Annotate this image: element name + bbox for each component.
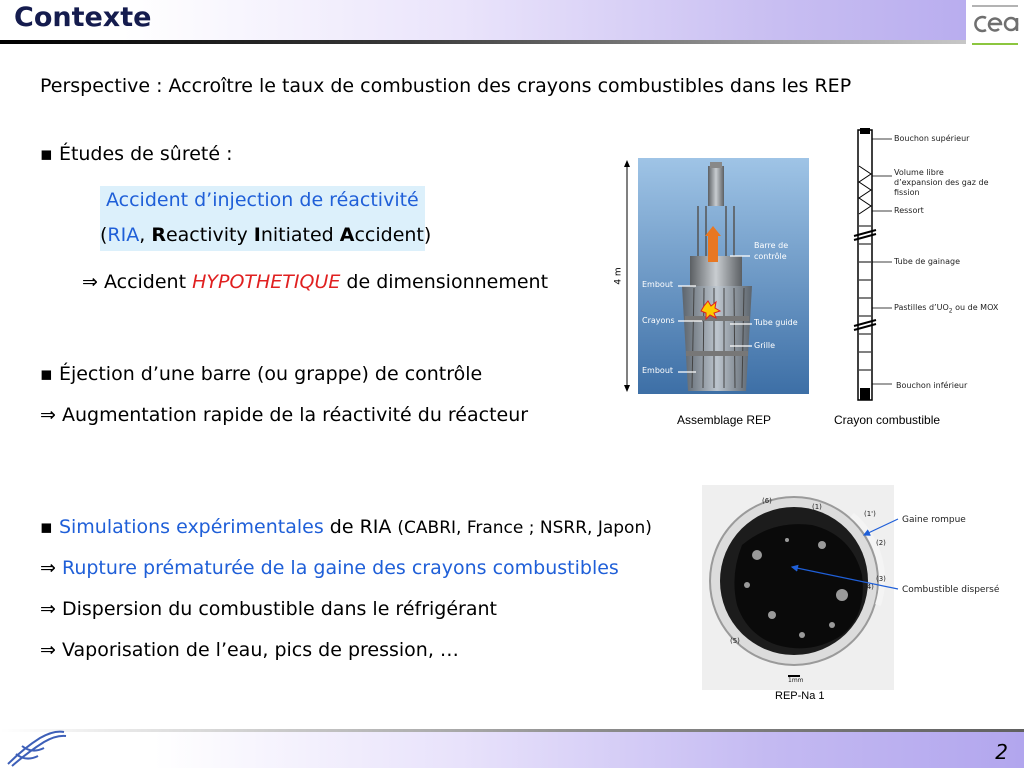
rupture-text: Rupture prématurée de la gaine des crayons combustibles	[61, 557, 619, 579]
institution-logo-graphic	[4, 728, 70, 768]
arrow-icon: ⇒	[40, 404, 56, 426]
label-bouchon-inf: Bouchon inférieur	[896, 381, 968, 390]
label-pastilles	[894, 303, 998, 315]
ria-abbr: RIA	[107, 224, 140, 246]
label-gaine-rompue: Gaine rompue	[902, 515, 966, 525]
rod-caption: Crayon combustible	[834, 413, 941, 427]
hyp-post: de dimensionnement	[340, 271, 549, 293]
label-combustible-disperse: Combustible dispersé	[902, 585, 1000, 595]
perspective-text: Perspective : Accroître le taux de combustion des crayons combustibles dans les REP	[40, 75, 852, 97]
label-barre: Barre de contrôle	[754, 241, 789, 261]
pastilles-post: ou de MOX	[952, 303, 999, 312]
hyp-word: HYPOTHETIQUE	[192, 271, 341, 293]
hypothetical-line	[82, 271, 548, 293]
cea-logo-graphic	[966, 0, 1024, 52]
vaporisation-line	[40, 639, 459, 661]
fuel-rod-figure	[840, 126, 999, 406]
ria-sep: ,	[139, 224, 152, 246]
simulations-de-ria: de RIA	[323, 516, 398, 538]
slide-title: Contexte	[14, 2, 152, 33]
hyp-pre: Accident	[103, 271, 193, 293]
dispersion-text: Dispersion du combustible dans le réfrigérant	[61, 598, 497, 620]
ria-open: (	[100, 224, 108, 246]
ejection-text: Éjection d’une barre (ou grappe) de contrôle	[58, 363, 483, 385]
header-rule	[0, 40, 1024, 44]
label-grille: Grille	[754, 341, 776, 350]
pastilles-pre: Pastilles d’UO	[894, 303, 949, 312]
arrow-icon: ⇒	[40, 598, 56, 620]
ria-i: I	[253, 224, 261, 246]
simulations-label: Simulations expérimentales	[58, 516, 324, 538]
pastilles-sub: 2	[948, 307, 953, 315]
mark-2: (2)	[876, 539, 886, 547]
photo-caption: REP-Na 1	[775, 690, 825, 702]
label-embout-bottom: Embout	[642, 366, 674, 375]
reactivity-line	[40, 404, 528, 426]
ria-definition	[100, 224, 431, 246]
scale-mark: 1mm	[788, 677, 804, 684]
mark-4: (4)	[864, 583, 874, 591]
arrow-icon: ⇒	[40, 639, 56, 661]
label-crayons: Crayons	[642, 316, 675, 325]
label-bouchon-sup: Bouchon supérieur	[894, 134, 970, 143]
bullet: ▪	[40, 363, 53, 385]
assembly-caption: Assemblage REP	[677, 413, 772, 427]
mark-6: (6)	[762, 497, 772, 505]
photo-callout-arrows	[780, 505, 905, 605]
mark-3: (3)	[876, 575, 886, 583]
ria-r: R	[151, 224, 166, 246]
cea-logo	[966, 0, 1024, 52]
mark-1: (1)	[812, 503, 822, 511]
label-ressort: Ressort	[894, 206, 924, 215]
reactivity-text: Augmentation rapide de la réactivité du réacteur	[61, 404, 529, 426]
footer-band	[0, 732, 1024, 768]
fuel-assembly-image	[612, 156, 812, 396]
label-tube-gainage: Tube de gainage	[894, 257, 961, 266]
simulations-line	[40, 516, 652, 538]
bullet: ▪	[40, 143, 53, 165]
fuel-assembly-figure	[612, 156, 812, 396]
height-label: 4 m	[613, 267, 624, 285]
ria-ccident: ccident	[354, 224, 424, 246]
simulations-detail: (CABRI, France ; NSRR, Japon)	[397, 518, 652, 538]
accident-title: Accident d’injection de réactivité	[106, 189, 419, 211]
vaporisation-text: Vaporisation de l’eau, pics de pression, …	[61, 639, 459, 661]
institution-logo	[4, 728, 70, 768]
safety-heading-text: Études de sûreté :	[58, 143, 233, 165]
mark-1prime: (1')	[864, 510, 876, 518]
ejection-line	[40, 363, 482, 385]
arrow-icon: ⇒	[40, 557, 56, 579]
safety-heading	[40, 143, 233, 165]
arrow-icon: ⇒	[82, 271, 98, 293]
label-embout-top: Embout	[642, 280, 674, 289]
label-volume: Volume libre d’expansion des gaz de fission	[894, 168, 989, 197]
bullet: ▪	[40, 516, 53, 538]
rupture-line	[40, 557, 619, 579]
dispersion-line	[40, 598, 497, 620]
header-band	[0, 0, 1024, 42]
page-number: 2	[995, 740, 1008, 764]
ria-eactivity: eactivity	[165, 224, 254, 246]
ria-close: )	[423, 224, 432, 246]
ria-nitiated: nitiated	[260, 224, 340, 246]
mark-5: (5)	[730, 637, 740, 645]
label-tube-guide: Tube guide	[754, 318, 798, 327]
ria-a: A	[339, 224, 355, 246]
